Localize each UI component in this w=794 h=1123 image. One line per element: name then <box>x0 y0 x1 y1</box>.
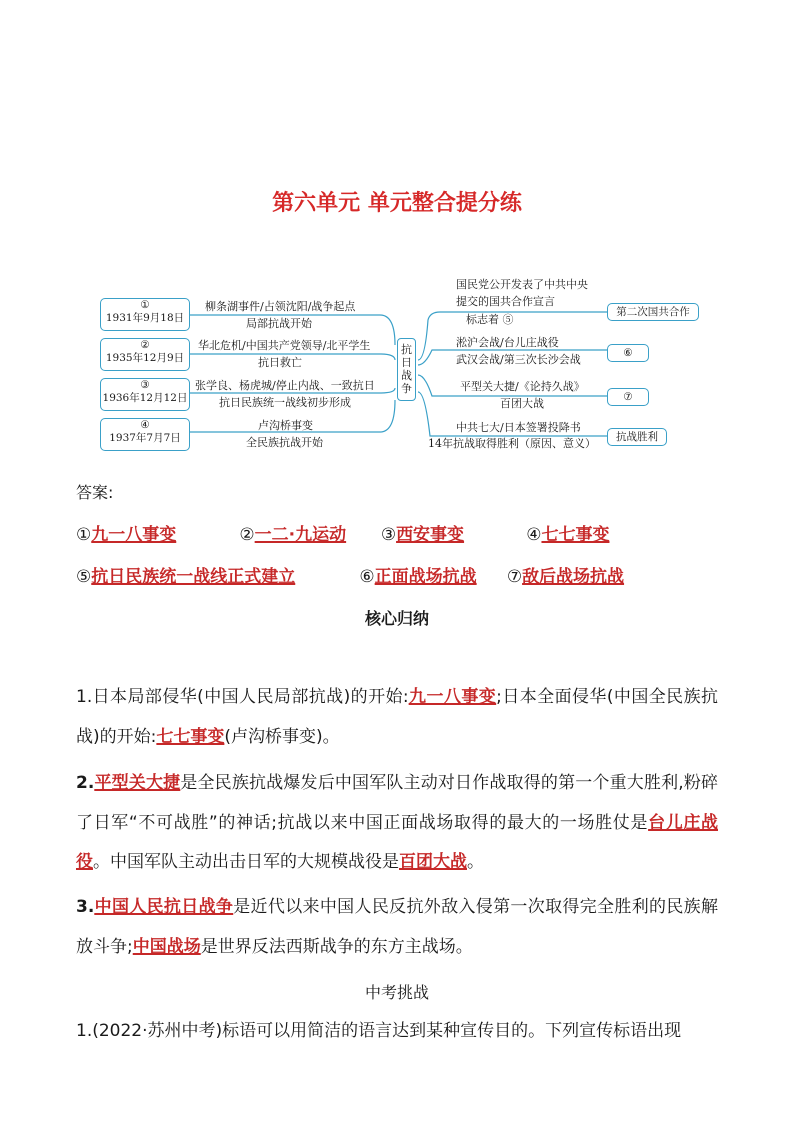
result-box-cooperation: 第二次国共合作 <box>607 303 699 321</box>
event-num: ③ <box>140 379 150 391</box>
event-result: 全民族抗战开始 <box>246 436 323 449</box>
section-heading-challenge: 中考挑战 <box>364 983 429 1002</box>
point-number: 2. <box>76 773 95 793</box>
answer-item <box>239 520 375 545</box>
key-term: 七七事变 <box>156 726 225 747</box>
center-char: 争 <box>401 382 412 395</box>
branch-text: 14年抗战取得胜利（原因、意义） <box>428 437 596 450</box>
answer-item <box>381 520 521 545</box>
text: (卢沟桥事变)。 <box>224 726 340 747</box>
result-box-6: ⑥ <box>607 344 649 362</box>
answer-num: ③ <box>380 525 397 545</box>
event-detail: 卢沟桥事变 <box>258 419 313 432</box>
answer-item <box>359 562 501 587</box>
summary-point-1 <box>76 678 718 757</box>
page-title: 第六单元 单元整合提分练 <box>272 191 522 216</box>
center-char: 战 <box>401 369 412 382</box>
text: 。 <box>467 852 484 872</box>
answers-row-1 <box>76 520 609 545</box>
event-detail: 华北危机/中国共产党领导/北平学生 <box>198 339 371 352</box>
answer-num: ② <box>239 525 255 545</box>
answer-text: 西安事变 <box>396 525 465 545</box>
text: 。中国军队主动出击日军的大规模战役是 <box>93 852 399 872</box>
branch-text: 提交的国共合作宣言 <box>456 295 555 308</box>
event-date: 1935年12月9日 <box>105 352 185 364</box>
key-term: 中国战场 <box>132 936 201 957</box>
answer-num: ⑤ <box>76 567 92 587</box>
key-term: 九一八事变 <box>408 687 497 707</box>
center-char: 日 <box>401 356 412 369</box>
event-num: ② <box>140 339 150 351</box>
answer-num: ⑦ <box>506 567 523 587</box>
event-box-1 <box>100 298 190 331</box>
branch-text: 武汉会战/第三次长沙会战 <box>456 353 581 366</box>
event-date: 1937年7月7日 <box>109 432 181 444</box>
event-result: 局部抗战开始 <box>246 317 312 330</box>
event-box-3 <box>100 378 190 411</box>
answers-row-2 <box>76 562 624 587</box>
branch-text: 标志着 ⑤ <box>466 313 514 326</box>
answer-item <box>526 520 609 545</box>
text: 是全民族抗战爆发后中国军队主动对日作战取得的第一个重大胜利,粉碎了日军“不可战胜”的神话;抗战以来中国正面战场取得的最大的一场胜仗是 <box>76 773 719 833</box>
answer-text: 抗日民族统一战线正式建立 <box>91 567 296 587</box>
answer-item <box>507 562 624 587</box>
event-box-2 <box>100 338 190 371</box>
answer-item <box>76 520 234 545</box>
answer-text: 敌后战场抗战 <box>522 567 625 587</box>
key-term: 台儿庄战役 <box>76 812 718 872</box>
center-char: 抗 <box>401 343 412 356</box>
text: ;日本全面侵华(中国全民族抗战)的开始: <box>76 687 719 747</box>
text: 是世界反法西斯战争的东方主战场。 <box>200 936 473 957</box>
answer-num: ⑥ <box>359 567 375 587</box>
event-date: 1931年9月18日 <box>105 312 185 324</box>
answer-num: ④ <box>526 525 542 545</box>
event-result: 抗日民族统一战线初步形成 <box>219 396 351 409</box>
event-num: ④ <box>140 419 150 431</box>
answer-text: 九一八事变 <box>91 525 177 545</box>
branch-text: 平型关大捷/《论持久战》 <box>460 380 585 393</box>
answer-item <box>76 562 354 587</box>
event-detail: 柳条湖事件/占领沈阳/战争起点 <box>205 300 356 313</box>
branch-text: 中共七大/日本签署投降书 <box>456 421 581 434</box>
summary-point-3 <box>76 888 718 967</box>
key-term: 中国人民抗日战争 <box>94 897 234 917</box>
event-box-4 <box>100 418 190 451</box>
branch-text: 淞沪会战/台儿庄战役 <box>456 336 559 349</box>
answer-text: 正面战场抗战 <box>374 567 477 587</box>
event-detail: 张学良、杨虎城/停止内战、一致抗日 <box>195 379 375 392</box>
answer-text: 七七事变 <box>541 525 610 545</box>
key-term: 百团大战 <box>399 852 467 872</box>
branch-text: 国民党公开发表了中共中央 <box>456 278 588 291</box>
key-term: 平型关大捷 <box>94 773 181 793</box>
branch-text: 百团大战 <box>500 397 544 410</box>
event-result: 抗日救亡 <box>258 356 302 369</box>
section-heading-summary: 核心归纳 <box>364 609 429 628</box>
answer-num: ① <box>76 525 92 545</box>
event-date: 1936年12月12日 <box>102 392 188 404</box>
result-box-7: ⑦ <box>607 388 649 406</box>
text: 1.日本局部侵华(中国人民局部抗战)的开始: <box>76 687 409 707</box>
answers-label: 答案: <box>76 483 114 502</box>
point-number: 3. <box>76 897 95 917</box>
text: 是近代以来中国人民反抗外敌入侵第一次取得完全胜利的民族解放斗争; <box>76 897 719 957</box>
event-num: ① <box>140 299 150 311</box>
mind-map-center <box>397 338 416 401</box>
question-1: 1.(2022·苏州中考)标语可以用简洁的语言达到某种宣传目的。下列宣传标语出现 <box>76 1021 682 1041</box>
summary-point-2 <box>76 764 718 883</box>
result-box-victory: 抗战胜利 <box>607 428 667 446</box>
answer-text: 一二·九运动 <box>254 525 347 545</box>
